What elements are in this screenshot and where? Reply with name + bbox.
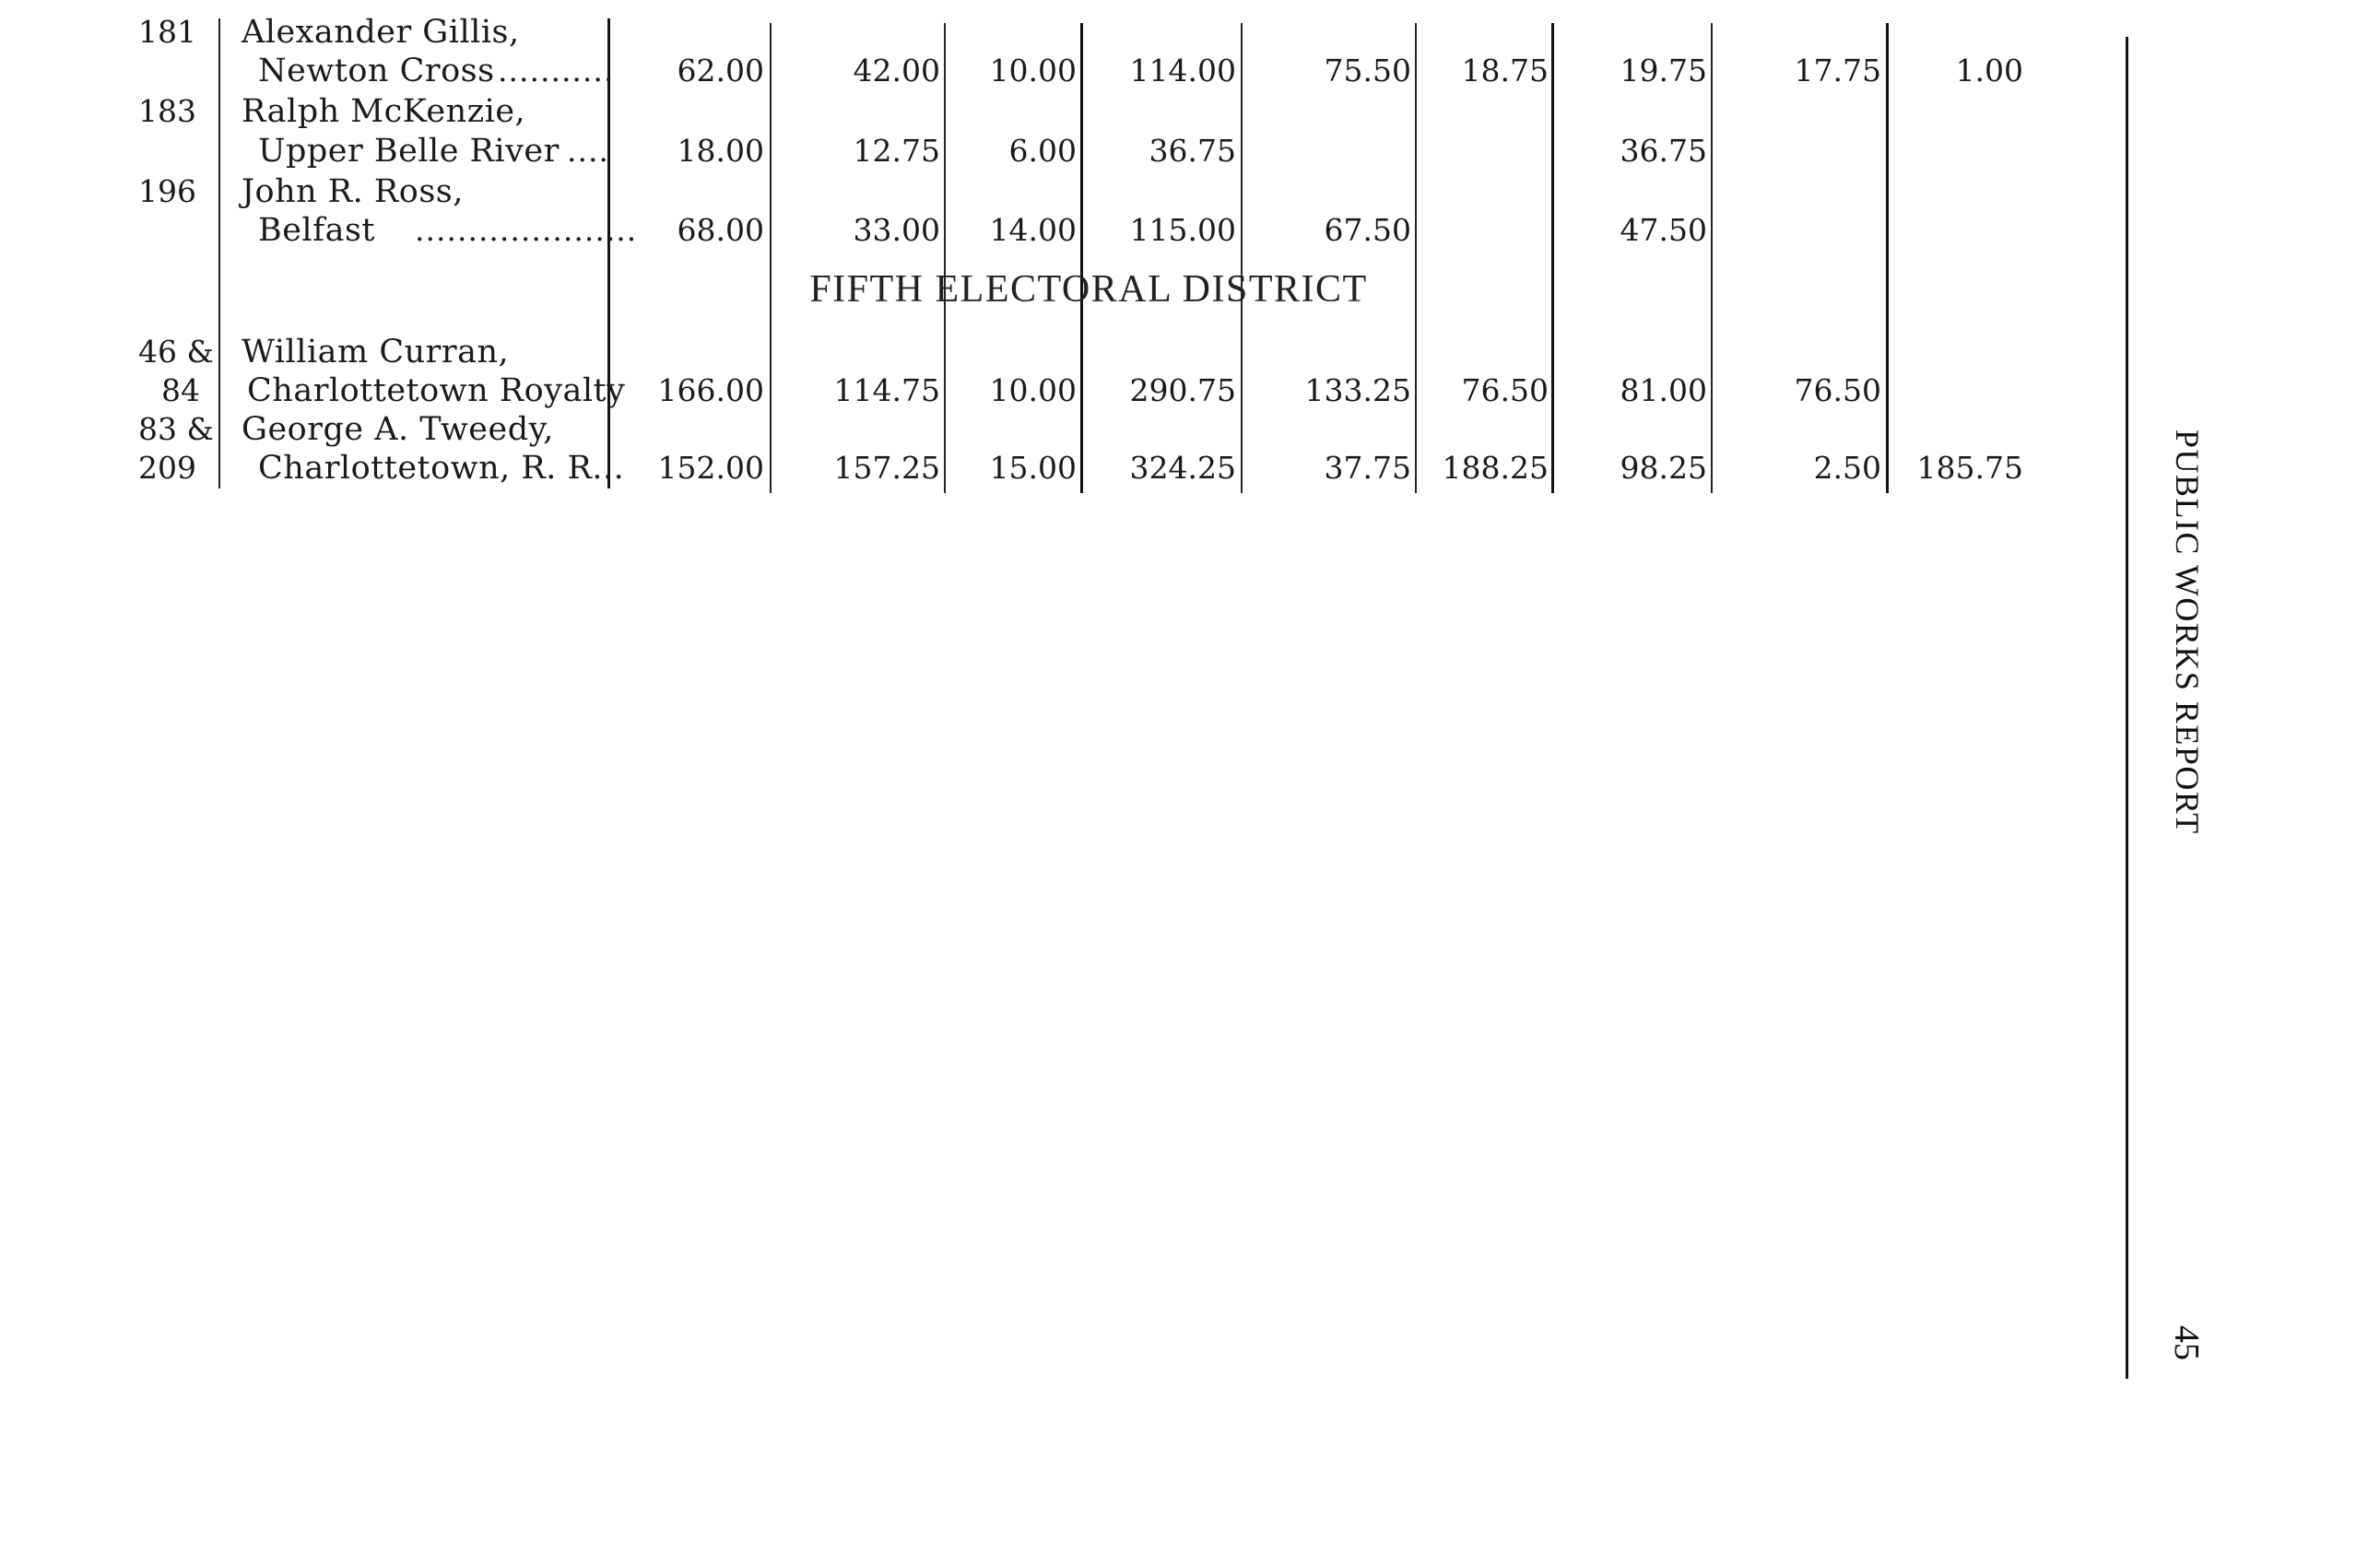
row-id-continued: 209 xyxy=(138,450,196,486)
row-value: 2.50 xyxy=(1813,450,1881,486)
row-id: 181 xyxy=(138,14,196,50)
section-heading: FIFTH ELECTORAL DISTRICT xyxy=(809,268,1368,311)
row-place: Upper Belle River xyxy=(258,133,560,170)
row-value: 6.00 xyxy=(1008,133,1077,169)
column-rule-7 xyxy=(1711,23,1713,493)
row-value: 36.75 xyxy=(1149,133,1236,169)
row-value: 12.75 xyxy=(853,133,940,169)
row-value: 15.00 xyxy=(989,450,1077,486)
row-leader: ..................... xyxy=(415,212,638,248)
row-value: 19.75 xyxy=(1620,53,1707,88)
row-value: 18.75 xyxy=(1461,53,1549,88)
row-value: 33.00 xyxy=(853,212,940,248)
row-value: 133.25 xyxy=(1304,372,1411,408)
column-rule-1 xyxy=(770,23,772,493)
running-head-rule xyxy=(2126,37,2128,1379)
row-value: 67.50 xyxy=(1324,212,1411,248)
row-value: 114.75 xyxy=(833,372,940,408)
page-number: 45 xyxy=(2167,1325,2206,1360)
row-value: 114.00 xyxy=(1129,53,1236,88)
row-value: 75.50 xyxy=(1324,53,1411,88)
column-rule-2 xyxy=(944,23,946,493)
row-value: 166.00 xyxy=(657,372,764,408)
row-place: Charlottetown, R. R... xyxy=(258,450,625,487)
row-value: 42.00 xyxy=(853,53,940,88)
row-value: 81.00 xyxy=(1620,372,1707,408)
column-rule-8 xyxy=(1886,23,1889,493)
row-id-continued: 84 xyxy=(161,372,200,408)
column-rule-5 xyxy=(1415,23,1417,493)
row-place: Belfast xyxy=(258,212,375,249)
row-value: 18.00 xyxy=(677,133,764,169)
row-name: William Curran, xyxy=(242,334,510,371)
column-rule-4 xyxy=(1241,23,1243,493)
running-head-title: PUBLIC WORKS REPORT xyxy=(2169,429,2206,835)
row-value: 37.75 xyxy=(1324,450,1411,486)
row-value: 1.00 xyxy=(1955,53,2023,88)
row-name: John R. Ross, xyxy=(242,173,464,210)
row-value: 324.25 xyxy=(1129,450,1236,486)
row-value: 47.50 xyxy=(1620,212,1707,248)
row-value: 115.00 xyxy=(1129,212,1236,248)
row-value: 62.00 xyxy=(677,53,764,88)
row-value: 76.50 xyxy=(1794,372,1881,408)
row-value: 36.75 xyxy=(1620,133,1707,169)
row-value: 98.25 xyxy=(1620,450,1707,486)
row-id: 196 xyxy=(138,173,196,209)
column-rule-6 xyxy=(1551,23,1554,493)
row-leader: ........... xyxy=(498,53,615,88)
column-rule-3 xyxy=(1080,23,1083,493)
row-place: Charlottetown Royalty xyxy=(247,372,626,409)
row-value: 188.25 xyxy=(1442,450,1549,486)
row-name: Ralph McKenzie, xyxy=(242,93,526,130)
row-id: 83 & xyxy=(138,411,214,447)
row-leader: .... xyxy=(567,133,609,169)
row-value: 14.00 xyxy=(989,212,1077,248)
column-rule-id xyxy=(218,18,220,488)
row-value: 10.00 xyxy=(989,53,1077,88)
row-value: 68.00 xyxy=(677,212,764,248)
row-place: Newton Cross xyxy=(258,53,495,89)
row-value: 152.00 xyxy=(657,450,764,486)
row-value: 10.00 xyxy=(989,372,1077,408)
row-value: 76.50 xyxy=(1461,372,1549,408)
row-value: 185.75 xyxy=(1916,450,2023,486)
row-id: 46 & xyxy=(138,334,214,370)
row-id: 183 xyxy=(138,93,196,129)
row-value: 290.75 xyxy=(1129,372,1236,408)
row-value: 17.75 xyxy=(1794,53,1881,88)
row-name: George A. Tweedy, xyxy=(242,411,554,448)
row-name: Alexander Gillis, xyxy=(242,14,520,51)
row-value: 157.25 xyxy=(833,450,940,486)
